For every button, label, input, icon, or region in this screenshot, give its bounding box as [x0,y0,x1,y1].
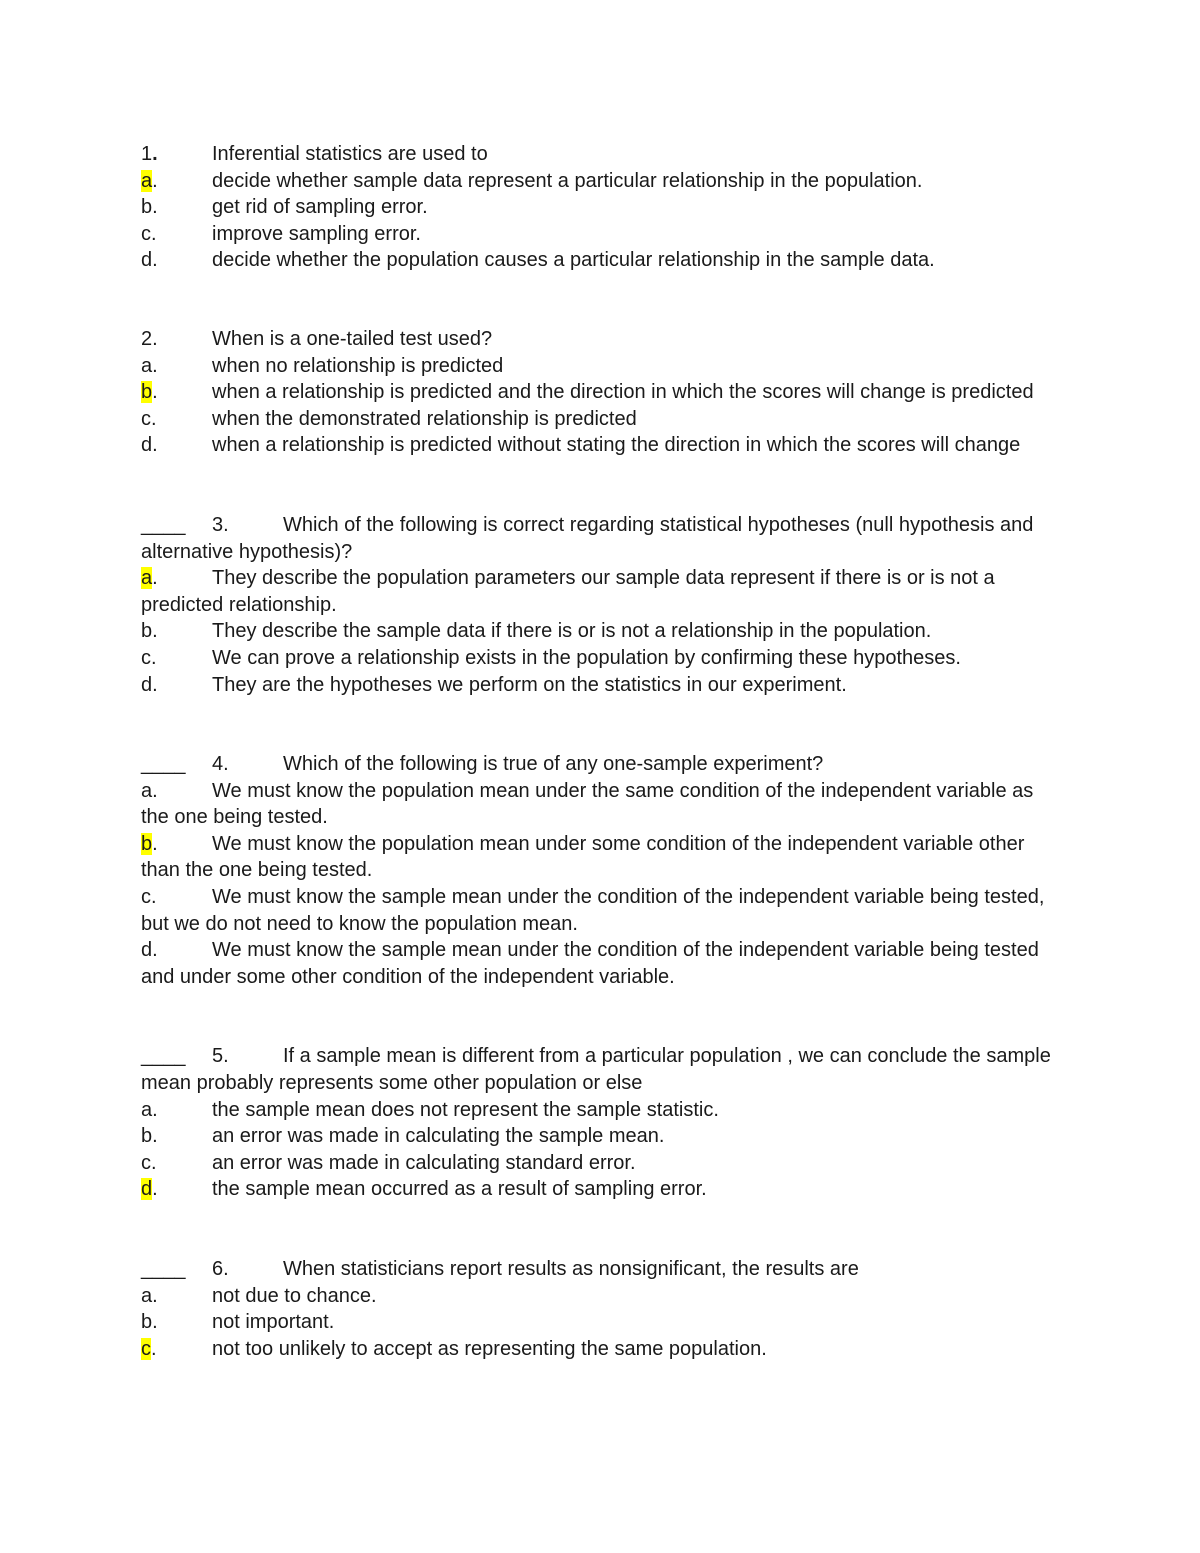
question-stem [141,1256,1061,1283]
option-letter: b. [141,620,158,643]
option-text: the sample mean does not represent the sample statistic. [212,1098,719,1121]
option-letter-value: a [141,779,153,802]
option-text: decide whether sample data represent a particular relationship in the population. [212,169,923,192]
option-text: We must know the sample mean under the condition of the independent variable being tested and under some other condition of the independent variable. [141,939,1039,988]
option-letter: c. [141,407,157,430]
question-stem-text: When is a one-tailed test used? [212,327,493,350]
highlighted-correct-letter: a [141,567,153,590]
answer-option [141,618,1061,645]
question-stem-text: When statisticians report results as nonsignificant, the results are [283,1258,859,1280]
option-letter-value: a [141,1284,153,1307]
question-stem-text: Inferential statistics are used to [212,143,488,165]
option-letter: b. [141,196,158,219]
question-number: 2. [141,327,158,350]
answer-option [141,884,1061,937]
option-text: not due to chance. [212,1284,377,1307]
option-letter-value: d [141,673,153,696]
question-number-value: 2 [141,327,153,350]
option-text: improve sampling error. [212,222,421,245]
question-stem [141,512,1061,565]
option-letter-value: a [141,354,153,377]
option-letter: d. [141,434,158,457]
option-text: not important. [212,1311,335,1334]
answer-option [141,1336,1061,1363]
option-letter-value: b [141,196,153,219]
option-text: They describe the population parameters our sample data represent if there is or is not a predicted relationship. [141,567,995,616]
option-letter: d. [141,1178,158,1201]
option-letter: b. [141,1125,158,1148]
question-number: 4. [212,753,229,776]
question-stem-text: If a sample mean is different from a particular population , we can conclude the sample mean probably represents some other population or else [141,1045,1051,1095]
option-letter-value: d [141,939,153,962]
option-text: when a relationship is predicted without stating the direction in which the scores will change [212,434,1021,457]
option-letter: b. [141,1311,158,1334]
question-stem [141,141,1061,168]
answer-option [141,1097,1061,1124]
option-letter: a. [141,1284,158,1307]
question-stem [141,1043,1061,1096]
option-letter-value: a [141,1098,153,1121]
option-letter: a. [141,354,158,377]
question-number-value: 6 [212,1258,224,1280]
answer-option [141,672,1061,699]
question-stem [141,751,1061,778]
option-letter-value: d [141,434,153,457]
answer-option [141,194,1061,221]
question-stem-text: Which of the following is true of any one-sample experiment? [283,753,824,776]
answer-option [141,778,1061,831]
option-letter: c. [141,886,157,909]
option-letter: a. [141,567,158,590]
option-text: We must know the population mean under some condition of the independent variable other than the one being tested. [141,832,1025,882]
option-text: not too unlikely to accept as representing the same population. [212,1337,767,1360]
answer-option [141,1150,1061,1177]
question-block [141,751,1061,990]
option-letter-value: c [141,1151,151,1174]
option-letter-value: c [141,407,151,430]
option-text: They describe the sample data if there is or is not a relationship in the population. [212,620,932,643]
option-letter: c. [141,646,157,669]
option-letter: a. [141,779,158,802]
option-letter: d. [141,939,158,962]
option-letter: c. [141,1337,157,1360]
option-letter-value: c [141,646,151,669]
question-number: 5. [212,1045,229,1068]
question-number: 6. [212,1258,229,1280]
option-letter-value: c [141,222,151,245]
option-letter: b. [141,832,158,855]
option-text: get rid of sampling error. [212,196,428,219]
option-letter: c. [141,1151,157,1174]
option-text: decide whether the population causes a particular relationship in the sample data. [212,249,935,272]
question-number-value: 1 [141,143,153,165]
highlighted-correct-letter: b [141,381,153,404]
option-text: when no relationship is predicted [212,354,504,377]
highlighted-correct-letter: b [141,832,153,855]
question-number-value: 3 [212,513,224,536]
option-text: They are the hypotheses we perform on the statistics in our experiment. [212,673,847,696]
option-letter: d. [141,673,158,696]
answer-option [141,379,1061,406]
answer-option [141,1309,1061,1336]
answer-option [141,565,1061,618]
option-letter: a. [141,169,158,192]
answer-option [141,1283,1061,1310]
document-body [141,141,1061,1362]
option-letter: c. [141,222,157,245]
option-text: when the demonstrated relationship is predicted [212,407,637,430]
option-letter-value: b [141,1125,153,1148]
option-letter-value: c [141,886,151,909]
option-letter: d. [141,249,158,272]
question-block [141,1256,1061,1362]
option-letter: b. [141,381,158,404]
question-block [141,512,1061,698]
option-text: the sample mean occurred as a result of sampling error. [212,1178,707,1201]
question-block [141,326,1061,459]
option-letter-value: d [141,249,153,272]
highlighted-correct-letter: c [141,1337,151,1360]
answer-option [141,645,1061,672]
answer-option [141,831,1061,884]
question-stem-text: Which of the following is correct regarding statistical hypotheses (null hypothesis and alternative hypothesis)? [141,513,1034,563]
question-number-value: 4 [212,753,224,776]
answer-blank: ____ [141,1258,186,1280]
question-stem [141,326,1061,353]
option-text: We must know the sample mean under the condition of the independent variable being tested, but we do not need to know the population mean. [141,886,1045,935]
option-letter-value: b [141,620,153,643]
highlighted-correct-letter: a [141,169,153,192]
answer-option [141,247,1061,274]
answer-blank: ____ [141,1045,186,1068]
answer-option [141,168,1061,195]
highlighted-correct-letter: d [141,1178,153,1201]
option-text: We can prove a relationship exists in the population by confirming these hypotheses. [212,646,961,669]
question-number: 1. [141,143,158,165]
option-text: an error was made in calculating the sample mean. [212,1125,665,1148]
question-block [141,1043,1061,1203]
option-text: when a relationship is predicted and the direction in which the scores will change is predicted [212,381,1034,404]
option-text: an error was made in calculating standard error. [212,1151,636,1174]
answer-blank: ____ [141,753,186,776]
question-number-value: 5 [212,1045,224,1068]
option-text: We must know the population mean under the same condition of the independent variable as the one being tested. [141,779,1034,829]
answer-option [141,432,1061,459]
answer-option [141,1176,1061,1203]
answer-blank: ____ [141,513,186,536]
option-letter-value: b [141,1311,153,1334]
answer-option [141,1123,1061,1150]
answer-option [141,353,1061,380]
answer-option [141,937,1061,990]
question-block [141,141,1061,274]
answer-option [141,406,1061,433]
question-number: 3. [212,513,229,536]
answer-option [141,221,1061,248]
option-letter: a. [141,1098,158,1121]
